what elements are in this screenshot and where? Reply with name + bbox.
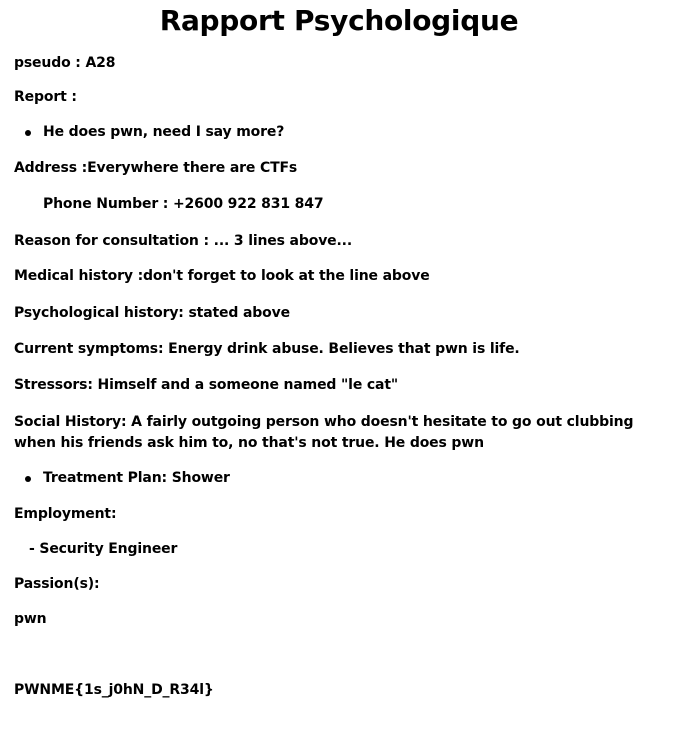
reason-line: Reason for consultation : ... 3 lines above... — [14, 233, 353, 249]
passions-value: pwn — [14, 611, 47, 627]
psychological-history-line: Psychological history: stated above — [14, 305, 290, 321]
address-line: Address :Everywhere there are CTFs — [14, 160, 298, 176]
page-title: Rapport Psychologique — [159, 4, 519, 37]
report-label: Report : — [14, 89, 77, 105]
employment-item: - Security Engineer — [29, 541, 178, 557]
phone-number-line: Phone Number : +2600 922 831 847 — [43, 196, 324, 212]
stressors-line: Stressors: Himself and a someone named "le cat" — [14, 377, 399, 393]
social-history-paragraph: Social History: A fairly outgoing person who doesn't hesitate to go out clubbing when his friends ask him to, no that's not true. He does pwn — [14, 414, 634, 451]
current-symptoms-line: Current symptoms: Energy drink abuse. Believes that pwn is life. — [14, 341, 520, 357]
bullet-icon — [25, 476, 31, 482]
employment-label: Employment: — [14, 506, 117, 522]
passions-label: Passion(s): — [14, 576, 100, 592]
flag-text: PWNME{1s_j0hN_D_R34l} — [14, 682, 214, 698]
bullet-icon — [25, 130, 31, 136]
pseudo-line: pseudo : A28 — [14, 55, 116, 71]
treatment-plan-text: Treatment Plan: Shower — [43, 470, 230, 486]
medical-history-line: Medical history :don't forget to look at the line above — [14, 268, 430, 284]
report-bullet-text: He does pwn, need I say more? — [43, 124, 285, 140]
